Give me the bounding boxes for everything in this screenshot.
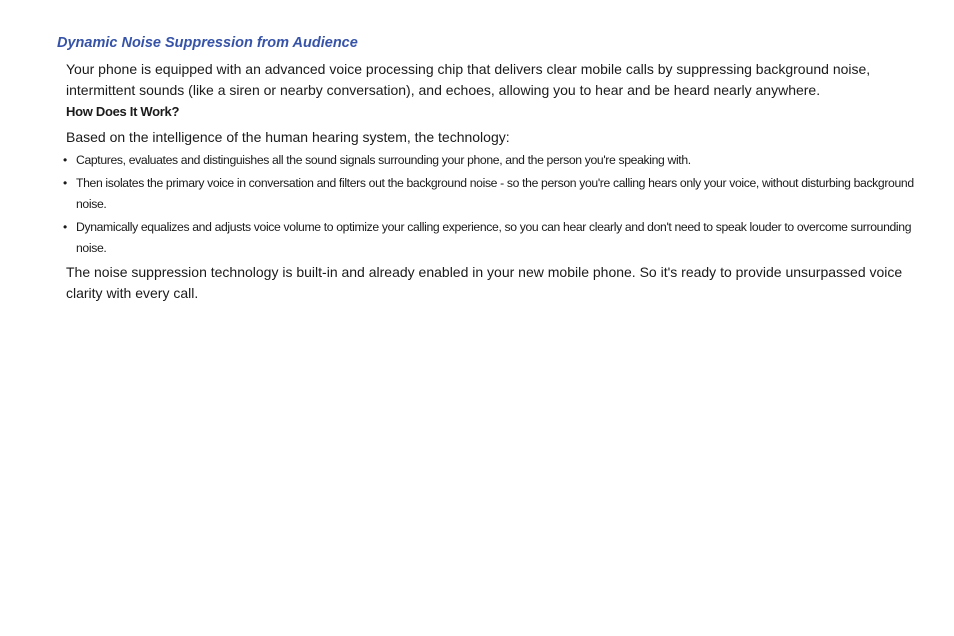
list-item-text: Captures, evaluates and distinguishes all the sound signals surrounding your phone, and the person you're speaking with. bbox=[76, 153, 691, 167]
bullet-icon: • bbox=[63, 176, 67, 190]
lead-paragraph: Based on the intelligence of the human hearing system, the technology: bbox=[66, 129, 510, 145]
bullet-icon: • bbox=[63, 220, 67, 234]
subheading: How Does It Work? bbox=[66, 104, 180, 119]
list-item bbox=[63, 150, 923, 171]
outro-paragraph: The noise suppression technology is built-in and already enabled in your new mobile phone. So it's ready to provide unsurpassed voice clarity with every call. bbox=[66, 264, 903, 301]
list-item bbox=[63, 173, 923, 215]
section-title: Dynamic Noise Suppression from Audience bbox=[57, 35, 358, 51]
feature-list bbox=[63, 150, 923, 261]
list-item-text: Then isolates the primary voice in conversation and filters out the background noise - so the person you're calling hears only your voice, without disturbing background noise. bbox=[76, 176, 914, 211]
list-item-text: Dynamically equalizes and adjusts voice volume to optimize your calling experience, so you can hear clearly and don't need to speak louder to overcome surrounding noise. bbox=[76, 220, 912, 255]
bullet-icon: • bbox=[63, 153, 67, 167]
list-item bbox=[63, 217, 923, 259]
intro-paragraph: Your phone is equipped with an advanced voice processing chip that delivers clear mobile calls by suppressing background noise, intermittent sounds (like a siren or nearby conversation), and echoes, allowing you to hear and be heard nearly anywhere. bbox=[66, 61, 871, 98]
